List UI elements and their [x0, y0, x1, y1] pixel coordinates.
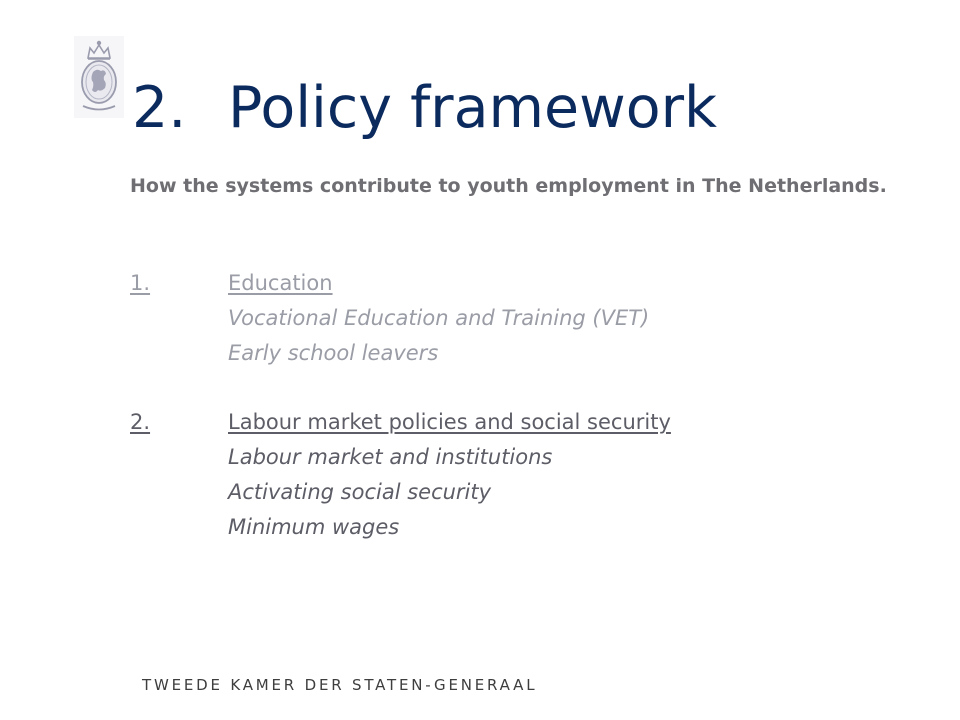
section-labour-market [130, 405, 890, 545]
section-number[interactable]: 2. [130, 410, 151, 434]
subtopic-early-school-leavers: Early school leavers [228, 341, 439, 365]
slide-subtitle: How the systems contribute to youth employment in The Netherlands. [130, 175, 887, 197]
subtopic-vet: Vocational Education and Training (VET) [228, 306, 650, 330]
section-heading-link[interactable]: Education [228, 271, 333, 295]
list-item [130, 510, 890, 545]
royal-crest-icon [74, 36, 124, 118]
list-item [130, 475, 890, 510]
list-item [130, 301, 890, 336]
subtopic-labour-market-institutions: Labour market and institutions [228, 445, 553, 469]
section-heading-row [130, 405, 890, 440]
footer-wordmark: TWEEDE KAMER DER STATEN-GENERAAL [142, 676, 538, 694]
subtopic-minimum-wages: Minimum wages [228, 515, 400, 539]
slide-title [132, 70, 717, 146]
slide-title-text: Policy framework [228, 75, 718, 141]
topic-list [130, 266, 890, 545]
list-item [130, 336, 890, 371]
slide-number: 2. [132, 75, 187, 141]
subtopic-activating-social-security: Activating social security [228, 480, 492, 504]
section-heading-row [130, 266, 890, 301]
section-heading-link[interactable]: Labour market policies and social security [228, 410, 671, 434]
list-item [130, 440, 890, 475]
section-education [130, 266, 890, 371]
section-number[interactable]: 1. [130, 271, 151, 295]
